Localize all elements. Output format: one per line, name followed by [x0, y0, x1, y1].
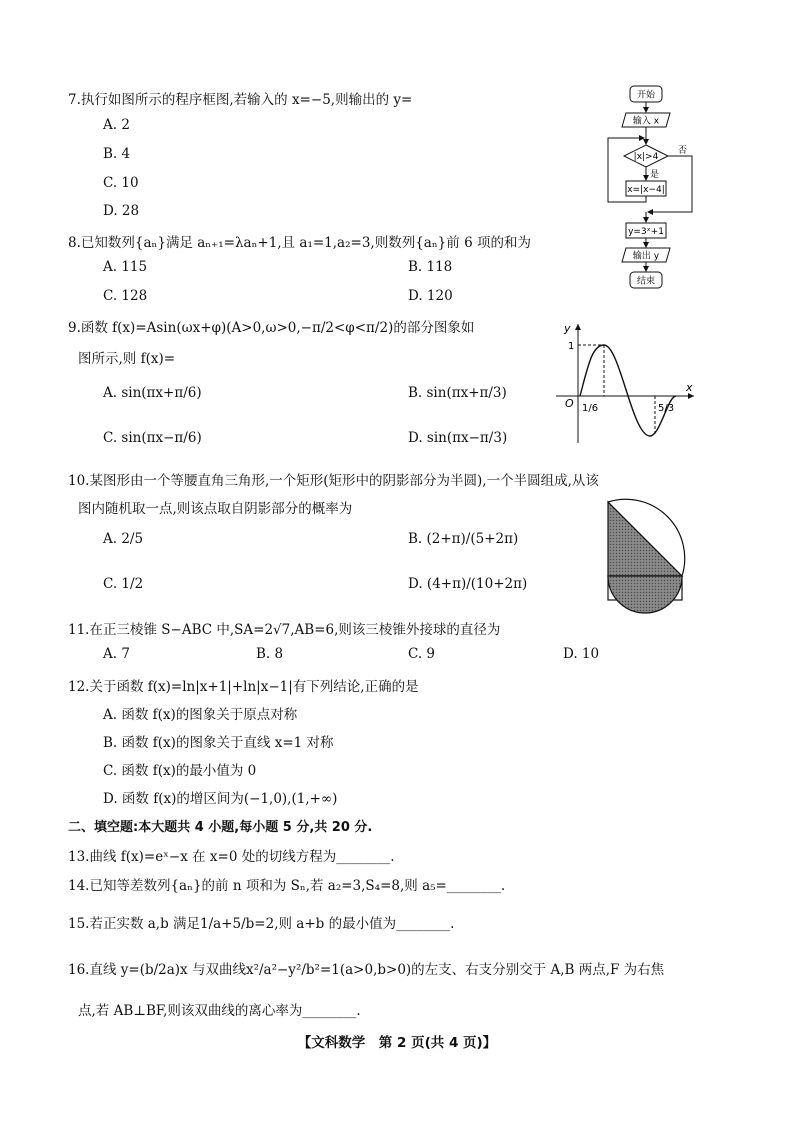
q10-option-c: C. 1/2	[103, 576, 144, 592]
flow-no-label: 否	[678, 146, 688, 156]
graph-tick-right: 5/3	[658, 403, 675, 414]
q9-stem-line2: 图所示,则 f(x)=	[78, 351, 176, 367]
q12-option-c: C. 函数 f(x)的最小值为 0	[103, 763, 257, 779]
q9-option-c: C. sin(πx−π/6)	[103, 430, 202, 446]
graph-tick-left: 1/6	[582, 403, 599, 414]
q10-shaded-semicircle	[608, 576, 682, 613]
q7-option-c: C. 10	[103, 175, 139, 191]
q11-option-b: B. 8	[256, 646, 284, 662]
q16-stem-line2: 点,若 AB⊥BF,则该双曲线的离心率为________.	[78, 1003, 361, 1019]
flow-assign-label: x=|x−4|	[627, 185, 665, 195]
q8-option-d: D. 120	[408, 288, 453, 304]
q7-stem: 7.执行如图所示的程序框图,若输入的 x=−5,则输出的 y=	[68, 92, 413, 108]
q9-option-b: B. sin(πx+π/3)	[408, 385, 507, 401]
q14-stem: 14.已知等差数列{aₙ}的前 n 项和为 Sₙ,若 a₂=3,S₄=8,则 a₅=________.	[68, 878, 506, 894]
flow-start-label: 开始	[636, 90, 656, 101]
flow-output-label: 输出 y	[632, 251, 660, 262]
sine-curve	[580, 345, 676, 436]
q8-option-a: A. 115	[103, 259, 148, 275]
q11-option-a: A. 7	[103, 646, 130, 662]
q16-stem-line1: 16.直线 y=(b/2a)x 与双曲线x²/a²−y²/b²=1(a>0,b>0)的左支、右支分别交于 A,B 两点,F 为右焦	[68, 962, 665, 978]
q10-stem-line2: 图内随机取一点,则该点取自阴影部分的概率为	[78, 501, 353, 517]
flow-end-label: 结束	[636, 276, 656, 287]
flow-yes-label: 是	[650, 170, 660, 180]
q8-option-b: B. 118	[408, 259, 453, 275]
q12-option-a: A. 函数 f(x)的图象关于原点对称	[103, 707, 298, 723]
q12-stem: 12.关于函数 f(x)=ln|x+1|+ln|x−1|有下列结论,正确的是	[68, 679, 419, 695]
q9-option-a: A. sin(πx+π/6)	[103, 385, 202, 401]
flow-input-label: 输入 x	[632, 116, 660, 127]
q9-sine-graph	[548, 318, 698, 448]
q8-option-c: C. 128	[103, 288, 148, 304]
q8-stem: 8.已知数列{aₙ}满足 aₙ₊₁=λaₙ+1,且 a₁=1,a₂=3,则数列{aₙ}前 6 项的和为	[68, 235, 531, 251]
q7-option-a: A. 2	[103, 117, 130, 133]
q10-stem-line1: 10.某图形由一个等腰直角三角形,一个矩形(矩形中的阴影部分为半圆),一个半圆组成,从该	[68, 473, 599, 489]
q9-option-d: D. sin(πx−π/3)	[408, 430, 508, 446]
q11-option-c: C. 9	[408, 646, 436, 662]
q10-option-a: A. 2/5	[103, 531, 144, 547]
q11-stem: 11.在正三棱锥 S−ABC 中,SA=2√7,AB=6,则该三棱锥外接球的直径为	[68, 622, 501, 638]
graph-origin-label: O	[565, 397, 574, 410]
q15-stem: 15.若正实数 a,b 满足1/a+5/b=2,则 a+b 的最小值为________.	[68, 916, 455, 932]
q13-stem: 13.曲线 f(x)=eˣ−x 在 x=0 处的切线方程为________.	[68, 849, 395, 865]
q10-option-b: B. (2+π)/(5+2π)	[408, 531, 519, 547]
graph-x-label: x	[686, 381, 693, 394]
q7-flowchart	[600, 82, 705, 294]
q9-stem-line1: 9.函数 f(x)=Asin(ωx+φ)(A>0,ω>0,−π/2<φ<π/2)的部分图象如	[68, 320, 475, 336]
page-footer: 【文科数学 第 2 页(共 4 页)】	[297, 1035, 497, 1051]
q12-option-b: B. 函数 f(x)的图象关于直线 x=1 对称	[103, 735, 334, 751]
q7-option-d: D. 28	[103, 203, 140, 219]
q11-option-d: D. 10	[563, 646, 600, 662]
section-fill-in-title: 二、填空题:本大题共 4 小题,每小题 5 分,共 20 分.	[68, 820, 373, 835]
q12-option-d: D. 函数 f(x)的增区间为(−1,0),(1,+∞)	[103, 791, 338, 807]
flow-compute-label: y=3ˣ+1	[628, 227, 664, 237]
graph-max-label: 1	[568, 341, 575, 352]
q10-composite-figure	[600, 498, 696, 628]
q7-option-b: B. 4	[103, 146, 131, 162]
q10-option-d: D. (4+π)/(10+2π)	[408, 576, 528, 592]
flow-condition-label: |x|>4	[633, 152, 659, 162]
graph-y-label: y	[564, 322, 571, 335]
q10-triangle	[608, 502, 682, 576]
